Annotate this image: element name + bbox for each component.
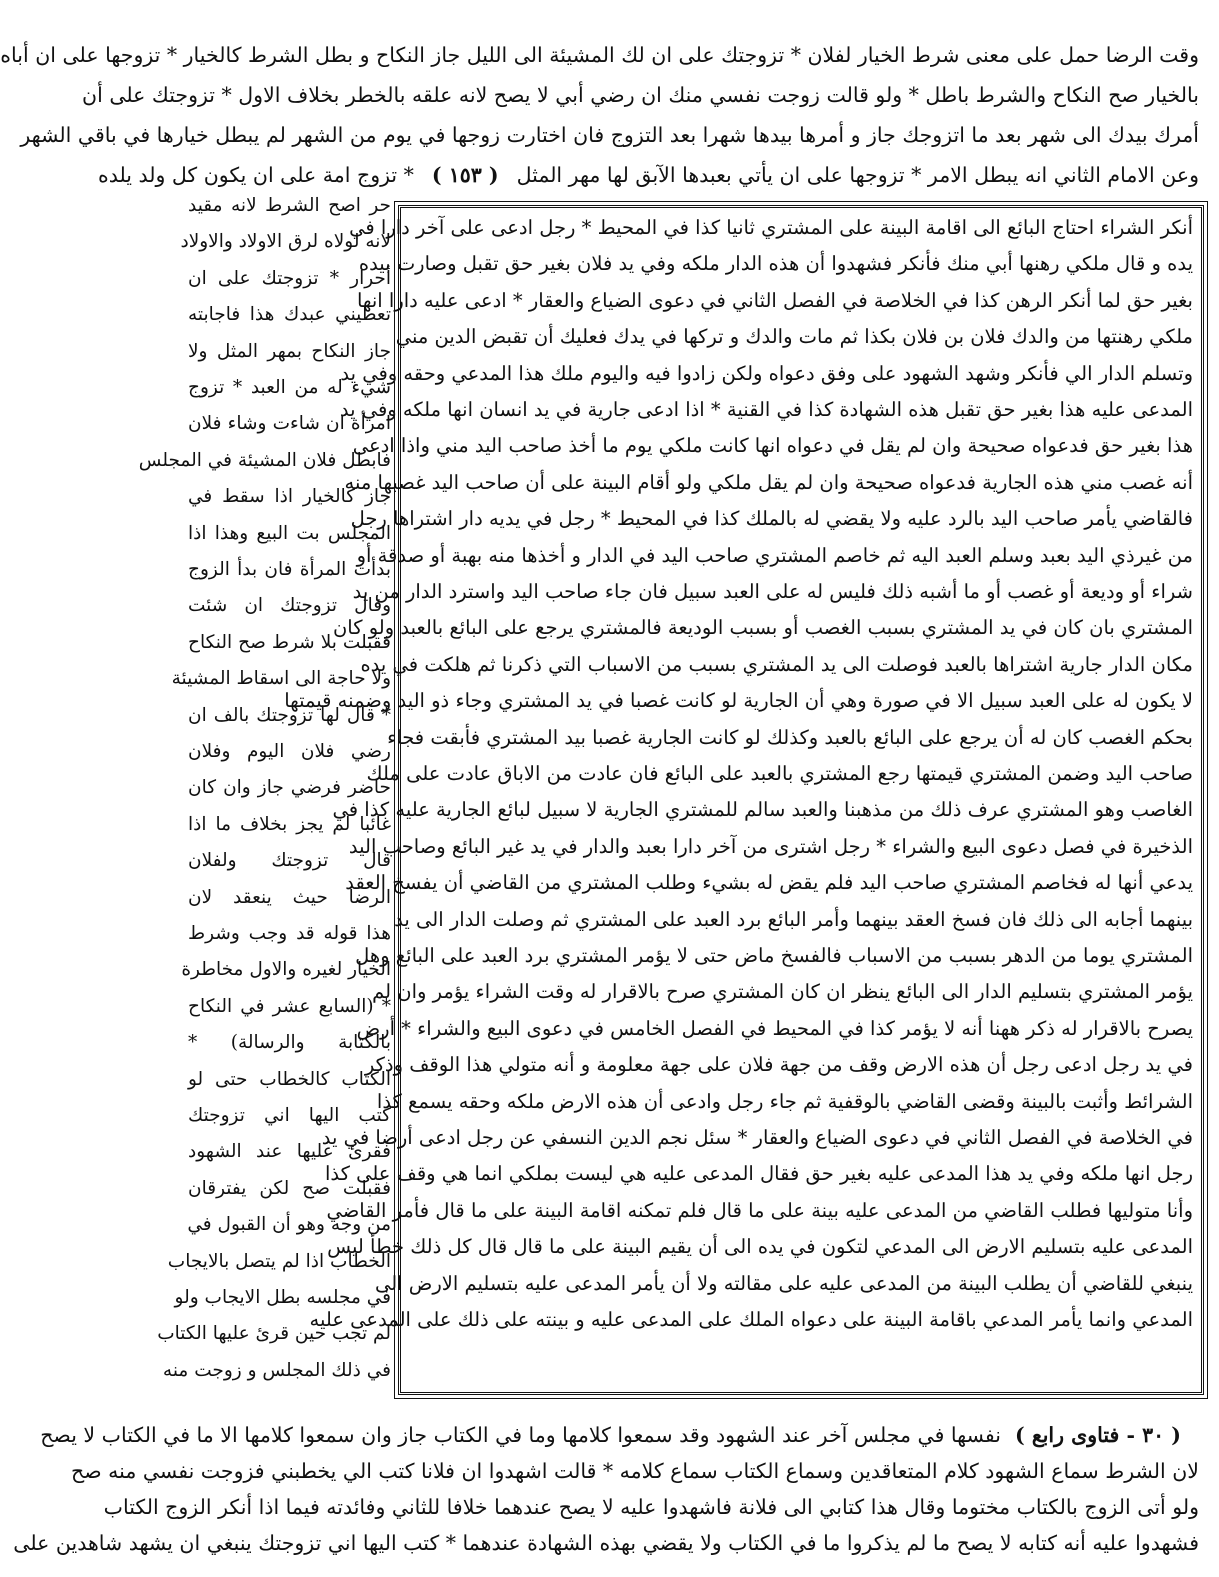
main-text-line: في يد رجل ادعى رجل أن هذه الارض وقف من جهة فلان على جهة معلومة و أنه متولي هذا الوقف وذكر: [364, 1053, 1193, 1077]
footer-line: لان الشرط سماع الشهود كلام المتعاقدين وسماع الكتاب سماع كلامه * قالت اشهدوا ان فلانا كتب الي يخطبني فزوجت نفسي منه صح: [71, 1459, 1199, 1483]
side-text-line: من وجه وهو أن القبول في: [187, 1214, 391, 1236]
side-text-line: شيء له من العبد * تزوج: [188, 377, 391, 398]
main-text-line: يده و قال ملكي رهنها أبي منك فأنكر فشهدوا أن هذه الدار ملكه وفي يد فلان بغير حق تقبل وصارت بيده: [358, 252, 1193, 276]
main-text-line: يؤمر المشتري بتسليم الدار الى البائع ينظر ان كان المشتري صرح بالاقرار له وقت الشراء يؤمر وان لم: [372, 980, 1193, 1004]
main-text-line: بغير حق لما أنكر الرهن كذا في الخلاصة في الفصل الثاني في دعوى الضياع والعقار * ادعى عليه دارا انها: [356, 288, 1193, 312]
header-line: وقت الرضا حمل على معنى شرط الخيار لفلان * تزوجتك على ان لك المشيئة الى الليل جاز النكاح و بطل الشرط كالخيار * تزوجها على ان أباه: [0, 43, 1199, 67]
side-text-line: فقرئ عليها عند الشهود: [188, 1141, 391, 1163]
header-line-with-page-number: [97, 160, 1199, 190]
side-text-line: فقبلت بلا شرط صح النكاح: [188, 631, 391, 653]
main-text-line: الشرائط وأثبت بالبينة وقضى القاضي بالوقفية ثم جاء رجل وادعى أن هذه الارض ملكه وحقه يسمع كذا: [376, 1089, 1193, 1113]
main-text-line: شراء أو وديعة أو غصب أو ما أشبه ذلك فليس له على العبد سبيل فان جاء صاحب اليد واسترد الدار من يد: [352, 580, 1193, 603]
main-text-line: وتسلم الدار الي فأنكر وشهد الشهود على وفق دعواه ولكن زادوا فيه واليوم ملك هذا المدعي وحقه وفي يد: [340, 361, 1193, 385]
side-text-line: فابطل فلان المشيئة في المجلس: [138, 449, 391, 471]
main-text-line: وأنا متوليها فطلب القاضي من المدعى عليه بينة على ما قال فلم تمكنه اقامة البينة على ما قال فأمر القاضي: [326, 1198, 1193, 1222]
side-text-line: ولا حاجة الى اسقاط المشيئة: [171, 668, 391, 690]
main-text-line: من غيرذي اليد بعبد وسلم العبد اليه ثم خاصم المشتري صاحب اليد في الدار و أخذها منه بهبة أو صدقة أو: [356, 543, 1193, 567]
side-text-line: * قال لها تزوجتك بالف ان: [188, 704, 391, 726]
side-text-line: كتب اليها اني تزوجتك: [188, 1105, 391, 1126]
side-text-line: وقال تزوجتك ان شئت: [188, 595, 391, 617]
footer-line: فشهدوا عليه أنه كتابه لا يصح ما لم يذكروا ما في الكتاب ولا يقضي بهذه الشهادة عندهما * كتب اليها اني تزوجتك ينبغي ان يشهد شاهدين على: [13, 1531, 1199, 1555]
main-text-line: هذا بغير حق فدعواه صحيحة وان لم يقل في دعواه انها كانت ملكي يوم ما أخذ صاحب اليد مني واذا ادعى: [352, 434, 1193, 458]
main-text-line: المدعى عليه بتسليم الارض الى المدعي لتكون في يده الى أن يقيم البينة على ما قال قال كل ذلك خطأ ليس: [327, 1235, 1193, 1259]
header-trailing-text: * تزوج امة على ان يكون كل ولد يلده: [97, 163, 414, 187]
side-text-line: فقبلت صح لكن يفترقان: [188, 1177, 391, 1199]
main-text-line: ملكي رهنتها من والدك فلان بن فلان بكذا ثم مات والدك و تركها في يدك فعليك أن تقبض الدين مني: [395, 325, 1193, 349]
side-text-line: في ذلك المجلس و زوجت منه: [162, 1359, 391, 1381]
side-text-line: لم تجب حين قرئ عليها الكتاب: [157, 1323, 391, 1345]
side-text-line: بالكتابة والرسالة) *: [188, 1032, 391, 1054]
side-text-line: بدأت المرأة فان بدأ الزوج: [188, 559, 391, 580]
side-text-line: الكتاب كالخطاب حتى لو: [188, 1068, 391, 1090]
main-text-line: الذخيرة في فصل دعوى البيع والشراء * رجل اشترى من آخر دارا بعبد والدار في يد غير البائع وصاحب اليد: [348, 834, 1193, 858]
header-text: وعن الامام الثاني انه يبطل الامر * تزوجها على ان يأتي بعبدها الآبق لها مهر المثل: [516, 163, 1199, 187]
main-text-line: يدعي أنها له فخاصم المشتري صاحب اليد فلم يقض له بشيء وطلب المشتري من القاضي أن يفسخ العقد: [345, 871, 1193, 895]
side-text-line: هذا قوله قد وجب وشرط: [188, 923, 391, 944]
side-text-line: الخطاب اذا لم يتصل بالايجاب: [167, 1250, 391, 1272]
main-text-line: مكان الدار جارية اشتراها بالعبد فوصلت الى يد المشتري بسبب من الاسباب التي ذكرنا ثم هلكت في يده: [360, 652, 1193, 676]
main-text-line: المدعي وانما يأمر المدعي باقامة البينة على دعواه الملك على المدعى عليه و بينته على ذلك على المدعى عليه: [309, 1308, 1193, 1331]
main-text-line: في الخلاصة في الفصل الثاني في دعوى الضياع والعقار * سئل نجم الدين النسفي عن رجل ادعى أرضا في يد: [321, 1126, 1193, 1149]
side-text-line: حر اصح الشرط لانه مقيد: [188, 195, 391, 216]
footer-text: نفسها في مجلس آخر عند الشهود وقد سمعوا كلامها وما في الكتاب جاز وان سمعوا كلامها الا ما في الكتاب لا يصح: [40, 1423, 1001, 1447]
side-text-line: غائبا لم يجز بخلاف ما اذا: [188, 813, 391, 835]
side-text-line: في مجلسه بطل الايجاب ولو: [174, 1287, 391, 1308]
side-text-line: حاضر فرضي جاز وان كان: [188, 777, 391, 799]
side-text-line: تعطيني عبدك هذا فاجابته: [188, 304, 391, 326]
side-text-line: امرأة ان شاءت وشاء فلان: [188, 413, 391, 435]
header-line: أمرك بيدك الى شهر بعد ما اتزوجك جاز و أمرها بيدها شهرا بعد التزوج فان اختارت زوجها في يوم من الشهر لم يبطل خيارها في باقي الشهر: [20, 123, 1199, 147]
main-text-line: صاحب اليد وضمن المشتري قيمتها رجع المشتري بالعبد على البائع فان عادت من الاباق عادت على ملك: [366, 762, 1193, 785]
footer-line-with-label: [40, 1420, 1199, 1450]
main-text-line: رجل انها ملكه وفي يد هذا المدعى عليه بغير حق فقال المدعى عليه هي ليست بملكي انما هي وقف على كذا: [324, 1162, 1193, 1186]
side-text-line: رضي فلان اليوم وفلان: [188, 741, 391, 762]
main-text-line: أنكر الشراء احتاج البائع الى اقامة البينة على المشتري ثانيا كذا في المحيط * رجل ادعى على آخر دارا في: [349, 216, 1193, 239]
main-text-line: الغاصب وهو المشتري عرف ذلك من مذهبنا والعبد سالم للمشتري الجارية لا سبيل لبائع الجارية عليه كذا في: [332, 798, 1193, 822]
main-text-line: فالقاضي يأمر صاحب اليد بالرد عليه ولا يقضي له بالملك كذا في المحيط * رجل في يديه دار اشتراها رجل: [350, 507, 1193, 531]
side-text-line: * (السابع عشر في النكاح: [188, 995, 391, 1017]
main-text-line: بينهما أجابه الى ذلك فان فسخ العقد بينهما وأمر البائع برد العبد على المشتري ثم وصلت الدار الى يد: [394, 907, 1193, 931]
header-line: بالخيار صح النكاح والشرط باطل * ولو قالت زوجت نفسي منك ان رضي أبي لا يصح لانه علقه بالخطر بخلاف الاول * تزوجتك على أن: [82, 83, 1199, 107]
page-number: ( ١٥٣ ): [431, 163, 499, 187]
side-text-line: لانه لولاه لرق الاولاد والاولاد: [180, 231, 391, 253]
main-text-line: لا يكون له على العبد سبيل الا في صورة وهي أن الجارية لو كانت غصبا في يد المشتري وجاء ذو اليد وضمنه قيمتها: [284, 689, 1193, 713]
side-text-line: جاز كالخيار اذا سقط في: [188, 486, 391, 508]
main-text-line: المشتري بان كان في يد المشتري بسبب الغصب أو بسبب الوديعة فالمشتري يرجع على البائع بالعبد ولو كان: [332, 616, 1193, 640]
side-text-line: أحرار * تزوجتك على ان: [188, 267, 391, 289]
side-text-line: المجلس بت البيع وهذا اذا: [188, 522, 391, 544]
main-text-line: المشتري يوما من الدهر بسبب من الاسباب فالفسخ ماض حتى لا يؤمر المشتري برد العبد على البائع وهل: [355, 944, 1193, 967]
main-text-line: المدعى عليه هذا بغير حق تقبل هذه الشهادة كذا في القنية * اذا ادعى جارية في يد انسان انها ملكه وفي يد: [339, 398, 1193, 421]
footer-label: ( ٣٠ - فتاوى رابع ): [1014, 1423, 1181, 1447]
footer-line: ولو أتى الزوج بالكتاب مختوما وقال هذا كتابي الى فلانة فاشهدوا عليه لا يصح عندهما خلافا للثاني وفائدته فيما اذا أنكر الزوج الكتاب: [103, 1495, 1199, 1519]
main-text-line: ينبغي للقاضي أن يطلب البينة من المدعى عليه على مقالته ولا أن يأمر المدعى عليه بتسليم الارض الى: [374, 1271, 1193, 1295]
main-text-line: أنه غصب مني هذه الجارية فدعواه صحيحة وان لم يقل ملكي ولو أقام البينة على أن صاحب اليد غصبها منه: [344, 470, 1193, 494]
side-text-line: جاز النكاح بمهر المثل ولا: [188, 340, 391, 362]
side-text-line: قال تزوجتك ولفلان: [188, 850, 391, 872]
main-text-line: يصرح بالاقرار له ذكر ههنا أنه لا يؤمر كذا في المحيط في الفصل الخامس في دعوى البيع والشراء * أرض: [356, 1016, 1193, 1040]
main-text-line: بحكم الغصب كان له أن يرجع على البائع بالعبد وكذلك لو كانت الجارية غصبا بيد المشتري فأبقت فجاء: [387, 725, 1193, 749]
side-text-line: الخيار لغيره والاول مخاطرة: [181, 959, 391, 981]
side-text-line: الرضا حيث ينعقد لان: [188, 886, 391, 908]
